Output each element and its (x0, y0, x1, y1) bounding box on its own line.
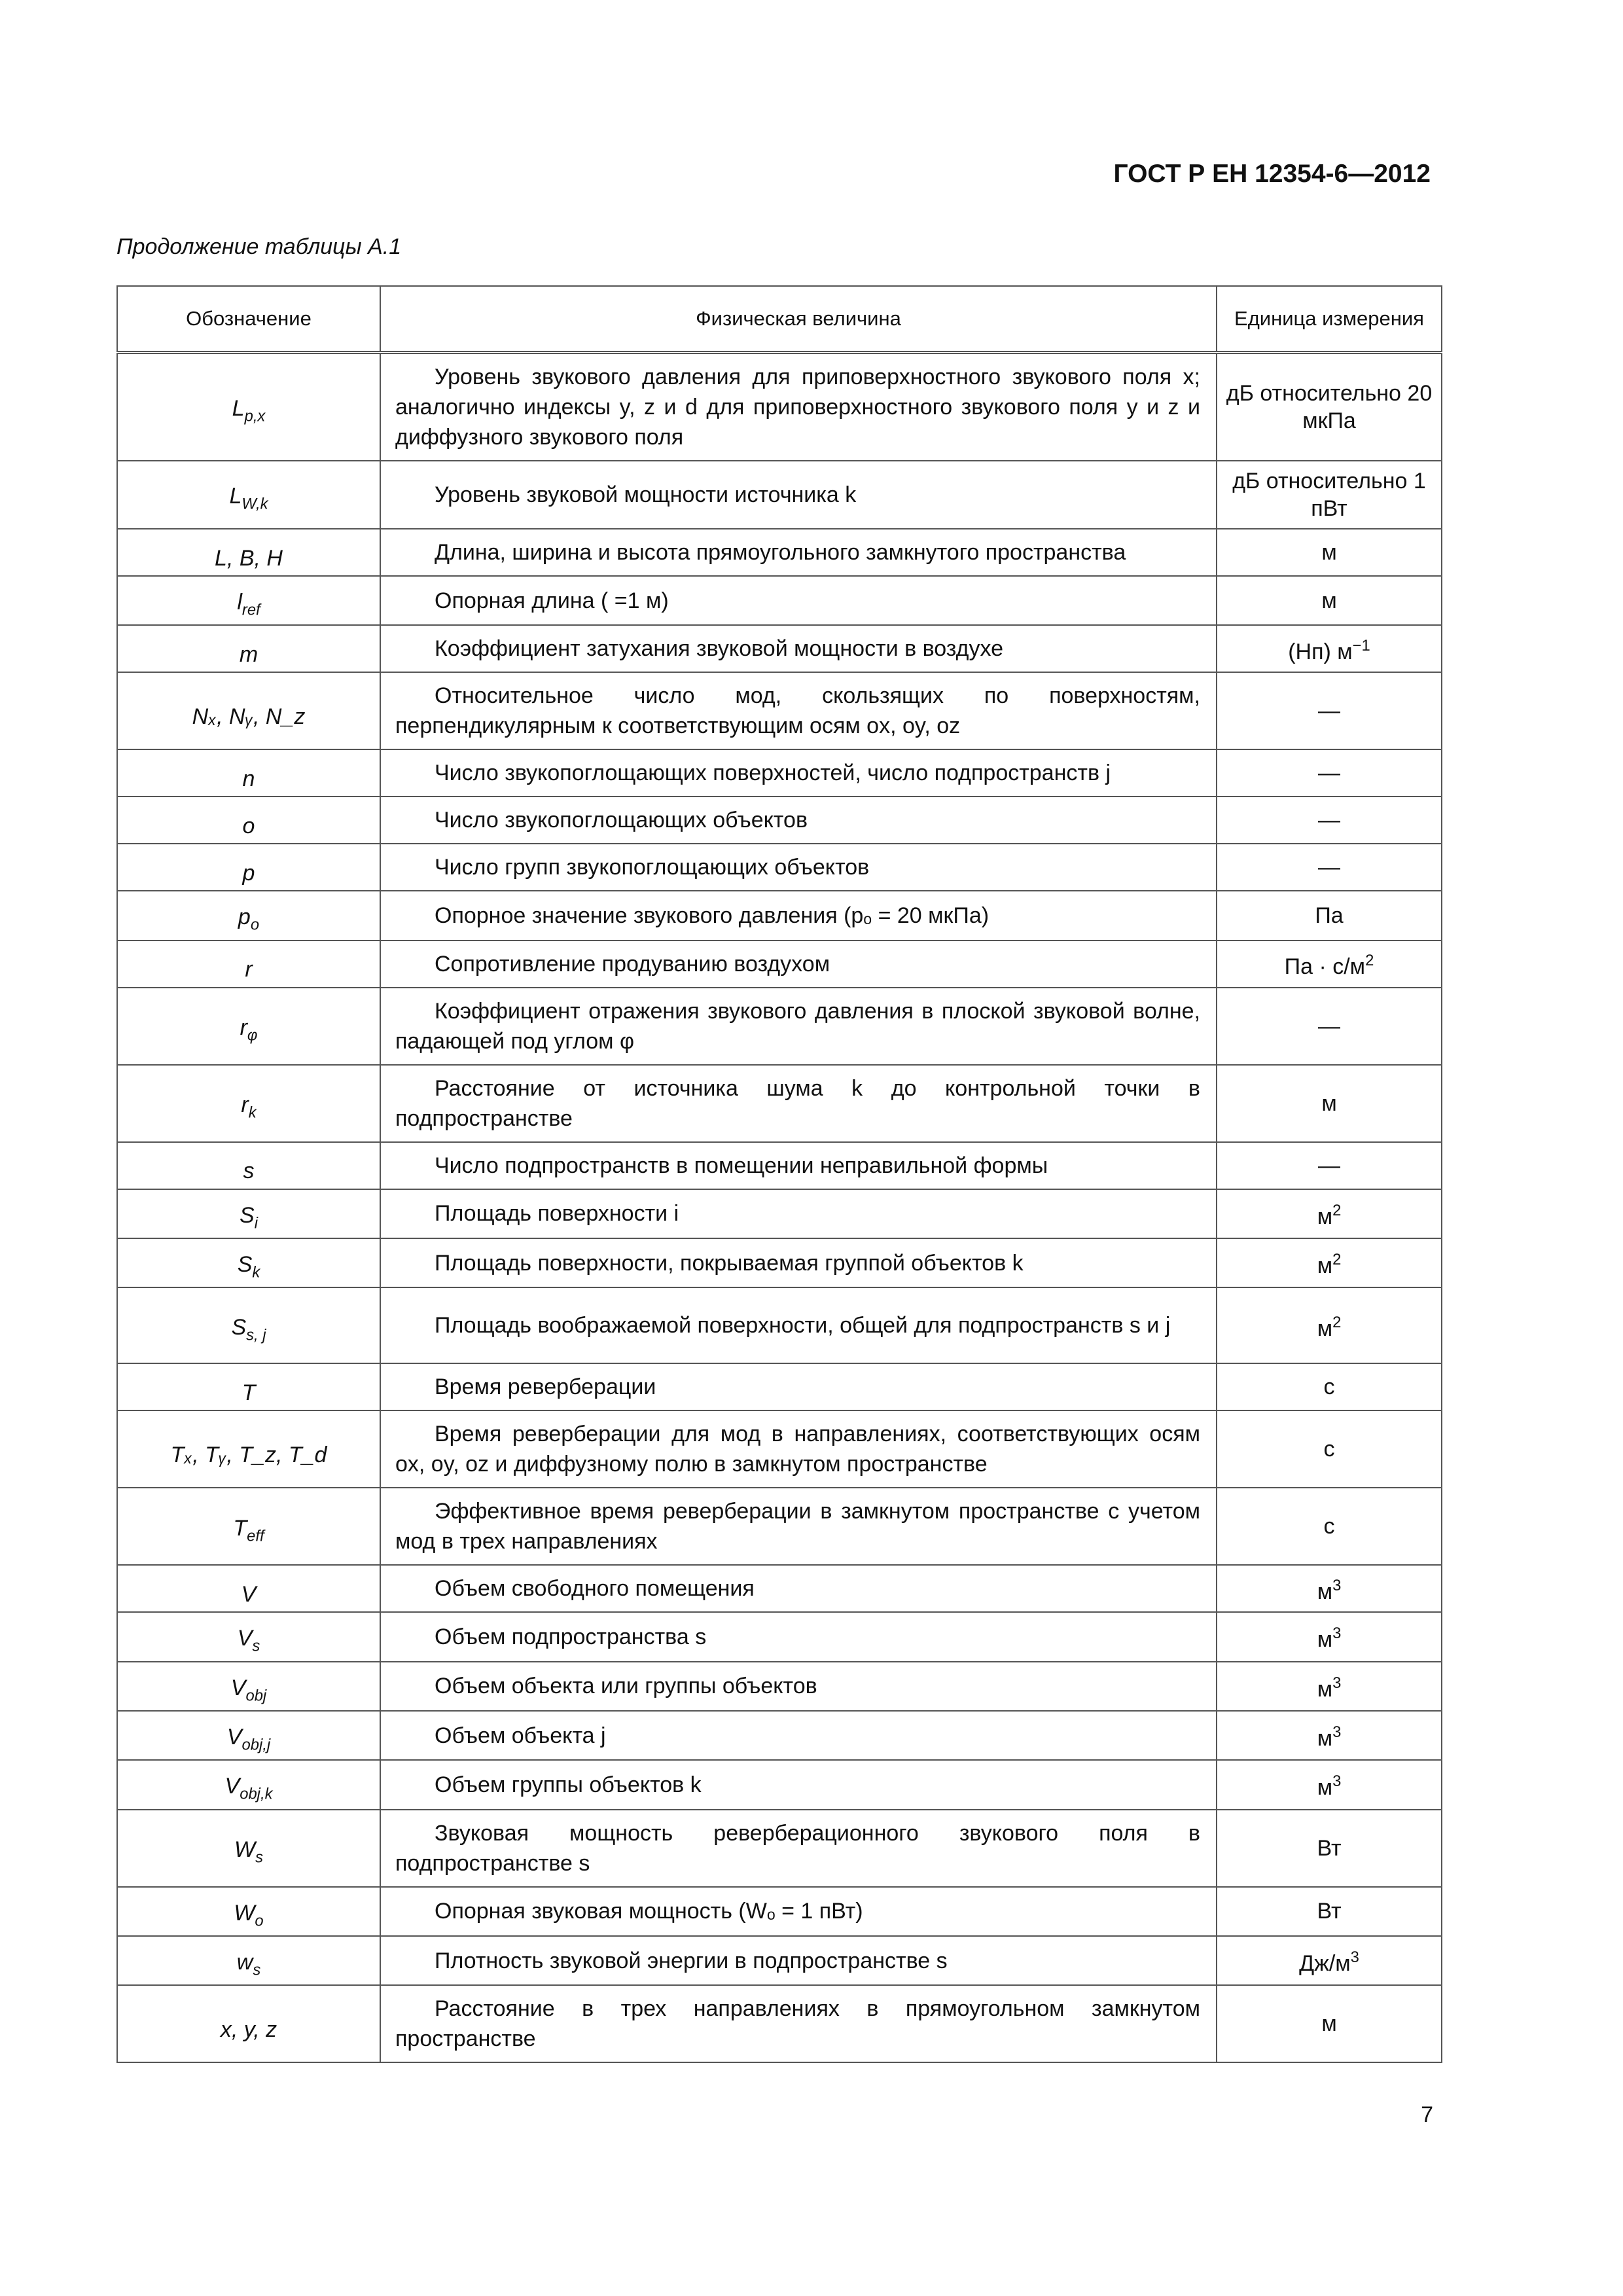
table-row (117, 1760, 1442, 1809)
table-row (117, 1410, 1442, 1488)
unit-text: м (1317, 1676, 1333, 1702)
table-body (117, 353, 1442, 2063)
symbol-text: V (241, 1581, 257, 1607)
quantity-cell (380, 1142, 1217, 1189)
document-id: ГОСТ Р ЕН 12354-6—2012 (1113, 160, 1431, 188)
symbol-subscript: obj,k (240, 1785, 273, 1803)
quantity-cell (380, 353, 1217, 461)
symbol-cell (117, 1410, 380, 1488)
quantity-cell (380, 1711, 1217, 1760)
unit-cell (1217, 1711, 1442, 1760)
unit-superscript: 2 (1365, 952, 1374, 970)
unit-superscript: −1 (1352, 636, 1370, 655)
quantity-cell (380, 1565, 1217, 1612)
unit-cell (1217, 1488, 1442, 1565)
quantity-cell (380, 988, 1217, 1065)
unit-text: Вт (1317, 1835, 1342, 1861)
quantity-text: Число звукопоглощающих поверхностей, число подпространств j (435, 761, 1111, 786)
symbol-cell (117, 1565, 380, 1612)
table-row (117, 672, 1442, 749)
quantity-cell (380, 941, 1217, 988)
symbol-cell (117, 625, 380, 672)
unit-text: м (1317, 1253, 1333, 1279)
unit-cell (1217, 988, 1442, 1065)
quantity-cell (380, 1887, 1217, 1936)
symbol-subscript: k (248, 1103, 257, 1122)
unit-cell (1217, 1985, 1442, 2062)
unit-cell (1217, 797, 1442, 844)
symbol-subscript: s, j (246, 1325, 266, 1344)
table-row (117, 1189, 1442, 1238)
table-row (117, 1711, 1442, 1760)
symbol-cell (117, 1662, 380, 1711)
table-row (117, 1238, 1442, 1287)
table-row (117, 1363, 1442, 1410)
quantity-cell (380, 1662, 1217, 1711)
quantity-cell (380, 529, 1217, 576)
table-row (117, 1662, 1442, 1711)
quantity-text: Площадь поверхности, покрываемая группой объектов k (435, 1250, 1024, 1276)
symbol-subscript: ref (241, 601, 260, 619)
unit-superscript: 3 (1350, 1948, 1359, 1967)
symbol-cell (117, 941, 380, 988)
quantity-text: Время реверберации для мод в направлениях, соответствующих осям ox, oy, oz и диффузному полю в замкнутом пространстве (395, 1422, 1200, 1477)
unit-cell (1217, 1612, 1442, 1661)
unit-text: м (1317, 1775, 1333, 1801)
unit-text: — (1318, 761, 1340, 786)
table-row (117, 1565, 1442, 1612)
symbol-subscript: o (250, 916, 260, 934)
symbol-subscript: o (255, 1911, 264, 1929)
symbol-subscript: obj,j (241, 1736, 271, 1754)
unit-cell (1217, 672, 1442, 749)
symbol-cell (117, 1238, 380, 1287)
symbol-text: r (245, 957, 253, 982)
unit-superscript: 3 (1332, 1723, 1342, 1742)
symbol-text: l (237, 590, 242, 615)
quantity-text: Объем объекта j (435, 1723, 606, 1748)
quantity-text: Коэффициент отражения звукового давления в плоской звуковой волне, падающей под углом φ (395, 998, 1200, 1054)
unit-text: м (1317, 1579, 1333, 1604)
unit-text: Па · с/м (1284, 954, 1366, 980)
symbol-cell (117, 891, 380, 940)
symbol-text: w (236, 1949, 253, 1975)
quantity-cell (380, 576, 1217, 625)
quantity-text: Время реверберации (435, 1374, 656, 1400)
quantity-cell (380, 1612, 1217, 1661)
table-row (117, 529, 1442, 576)
symbol-cell (117, 529, 380, 576)
quantity-text: Сопротивление продуванию воздухом (435, 951, 830, 977)
symbol-text: T (233, 1515, 247, 1541)
table-row (117, 1985, 1442, 2062)
symbol-text: S (231, 1314, 247, 1340)
unit-cell (1217, 1662, 1442, 1711)
quantity-cell (380, 1810, 1217, 1887)
quantity-cell (380, 1363, 1217, 1410)
symbol-text: Tₓ, Tᵧ, T_z, T_d (170, 1442, 327, 1467)
symbol-text: L, B, H (215, 545, 283, 571)
unit-superscript: 3 (1332, 1624, 1342, 1643)
table-row (117, 576, 1442, 625)
symbol-text: r (240, 1014, 247, 1040)
table-row (117, 1287, 1442, 1363)
unit-cell (1217, 1238, 1442, 1287)
symbol-text: m (239, 641, 259, 667)
quantity-cell (380, 1189, 1217, 1238)
symbol-cell (117, 1936, 380, 1985)
unit-superscript: 2 (1332, 1201, 1342, 1219)
symbol-cell (117, 1363, 380, 1410)
unit-text: с (1323, 1374, 1335, 1400)
symbol-text: V (237, 1626, 253, 1651)
symbol-cell (117, 1612, 380, 1661)
quantity-text: Площадь воображаемой поверхности, общей для подпространств s и j (435, 1313, 1171, 1338)
unit-superscript: 3 (1332, 1576, 1342, 1594)
unit-cell (1217, 1142, 1442, 1189)
quantity-text: Плотность звуковой энергии в подпространстве s (435, 1948, 948, 1973)
unit-text: — (1318, 698, 1340, 724)
symbol-text: r (241, 1092, 249, 1117)
table-row (117, 1887, 1442, 1936)
symbol-text: L (229, 484, 242, 509)
symbol-cell (117, 1711, 380, 1760)
quantity-cell (380, 1936, 1217, 1985)
unit-superscript: 2 (1332, 1251, 1342, 1269)
symbol-text: S (240, 1202, 255, 1228)
symbol-text: x, y, z (220, 2017, 277, 2042)
page-number: 7 (1421, 2102, 1433, 2127)
quantity-text: Число звукопоглощающих объектов (435, 808, 808, 833)
unit-cell (1217, 1065, 1442, 1142)
quantity-cell (380, 844, 1217, 891)
symbol-text: V (224, 1774, 240, 1799)
unit-cell (1217, 749, 1442, 797)
table-row (117, 625, 1442, 672)
quantity-text: Длина, ширина и высота прямоугольного замкнутого пространства (435, 540, 1126, 565)
symbol-cell (117, 1287, 380, 1363)
symbol-cell (117, 988, 380, 1065)
quantity-text: Звуковая мощность реверберационного звукового поля в подпространстве s (395, 1820, 1200, 1876)
table-row (117, 353, 1442, 461)
symbol-text: V (226, 1724, 242, 1749)
symbol-text: o (242, 813, 255, 838)
quantity-cell (380, 749, 1217, 797)
quantity-cell (380, 1488, 1217, 1565)
symbol-cell (117, 1065, 380, 1142)
quantity-text: Расстояние от источника шума k до контрольной точки в подпространстве (395, 1075, 1200, 1131)
quantity-text: Опорная длина ( =1 м) (435, 588, 669, 613)
table-caption: Продолжение таблицы А.1 (116, 234, 402, 259)
unit-cell (1217, 1565, 1442, 1612)
symbol-subscript: φ (247, 1026, 258, 1045)
quantity-cell (380, 797, 1217, 844)
unit-cell (1217, 844, 1442, 891)
unit-cell (1217, 529, 1442, 576)
quantity-cell (380, 1760, 1217, 1809)
unit-text: — (1318, 1013, 1340, 1039)
unit-text: — (1318, 808, 1340, 833)
symbol-subscript: obj (245, 1686, 267, 1704)
quantity-cell (380, 625, 1217, 672)
quantity-cell (380, 1985, 1217, 2062)
column-header-symbol: Обозначение (117, 286, 380, 353)
symbol-subscript: p,x (244, 407, 266, 425)
quantity-text: Коэффициент затухания звуковой мощности в воздухе (435, 636, 1004, 662)
quantity-text: Объем свободного помещения (435, 1576, 755, 1602)
quantity-text: Расстояние в трех направлениях в прямоугольном замкнутом пространстве (395, 1996, 1200, 2052)
table-row (117, 749, 1442, 797)
unit-superscript: 2 (1332, 1313, 1342, 1331)
symbol-cell (117, 1810, 380, 1887)
unit-text: м (1321, 588, 1337, 613)
symbol-cell (117, 1985, 380, 2062)
unit-cell (1217, 461, 1442, 529)
symbol-subscript: s (253, 1961, 261, 1979)
table-row (117, 941, 1442, 988)
symbols-table (116, 285, 1442, 2063)
symbol-cell (117, 1189, 380, 1238)
quantity-cell (380, 1238, 1217, 1287)
unit-cell (1217, 1410, 1442, 1488)
quantity-cell (380, 1287, 1217, 1363)
unit-text: с (1323, 1437, 1335, 1462)
column-header-quantity: Физическая величина (380, 286, 1217, 353)
unit-cell (1217, 353, 1442, 461)
unit-text: м (1317, 1726, 1333, 1751)
table-row (117, 1142, 1442, 1189)
unit-cell (1217, 1287, 1442, 1363)
unit-text: м (1321, 2011, 1337, 2037)
quantity-text: Относительное число мод, скользящих по поверхностям, перпендикулярным к соответствующим осям ox, oy, oz (395, 683, 1200, 739)
unit-text: Вт (1317, 1899, 1342, 1924)
table-header-row (117, 286, 1442, 353)
symbol-cell (117, 1887, 380, 1936)
quantity-text: Число подпространств в помещении неправильной формы (435, 1153, 1048, 1178)
table-row (117, 1936, 1442, 1985)
table-row (117, 1065, 1442, 1142)
unit-text: дБ относительно 1 пВт (1232, 469, 1426, 521)
quantity-text: Объем группы объектов k (435, 1772, 702, 1797)
table-row (117, 1810, 1442, 1887)
symbol-cell (117, 797, 380, 844)
quantity-cell (380, 461, 1217, 529)
symbol-cell (117, 353, 380, 461)
symbol-cell (117, 844, 380, 891)
symbol-text: W (234, 1837, 256, 1862)
unit-text: м (1321, 540, 1337, 565)
table-row (117, 1488, 1442, 1565)
symbol-cell (117, 576, 380, 625)
unit-cell (1217, 941, 1442, 988)
quantity-text: Опорное значение звукового давления (pₒ = 20 мкПа) (435, 903, 990, 928)
quantity-cell (380, 1065, 1217, 1142)
unit-text: м (1321, 1090, 1337, 1116)
quantity-text: Эффективное время реверберации в замкнутом пространстве с учетом мод в трех направлениях (395, 1499, 1200, 1554)
quantity-cell (380, 672, 1217, 749)
unit-text: м (1317, 1316, 1333, 1341)
symbol-subscript: i (254, 1213, 258, 1232)
table-row (117, 461, 1442, 529)
symbol-cell (117, 1760, 380, 1809)
unit-cell (1217, 1363, 1442, 1410)
unit-text: м (1317, 1204, 1333, 1229)
quantity-text: Уровень звуковой мощности источника k (435, 482, 857, 507)
unit-cell (1217, 1810, 1442, 1887)
quantity-text: Уровень звукового давления для приповерхностного звукового поля x; аналогично индексы y, z и d для приповерхностного звукового поля y и z и диффузного звукового поля (395, 365, 1200, 450)
symbol-cell (117, 1488, 380, 1565)
quantity-text: Объем объекта или группы объектов (435, 1674, 817, 1699)
unit-cell (1217, 1887, 1442, 1936)
unit-cell (1217, 1760, 1442, 1809)
unit-cell (1217, 625, 1442, 672)
symbol-subscript: eff (247, 1526, 264, 1545)
unit-text: Па (1315, 903, 1344, 928)
symbol-subscript: s (252, 1637, 260, 1655)
quantity-text: Опорная звуковая мощность (Wₒ = 1 пВт) (435, 1899, 863, 1924)
symbol-cell (117, 749, 380, 797)
unit-cell (1217, 576, 1442, 625)
symbol-subscript: W,k (241, 495, 268, 513)
unit-text: с (1323, 1514, 1335, 1539)
unit-text: м (1317, 1627, 1333, 1653)
symbol-text: Nₓ, Nᵧ, N_z (192, 704, 306, 729)
table-row (117, 891, 1442, 940)
symbol-text: n (242, 766, 255, 791)
quantity-text: Площадь поверхности i (435, 1201, 679, 1227)
table-row (117, 1612, 1442, 1661)
symbol-text: S (237, 1251, 253, 1277)
table-row (117, 988, 1442, 1065)
unit-cell (1217, 1189, 1442, 1238)
symbol-text: s (243, 1158, 255, 1184)
symbol-text: V (230, 1675, 246, 1700)
table-row (117, 844, 1442, 891)
quantity-text: Объем подпространства s (435, 1624, 707, 1649)
symbol-subscript: k (252, 1263, 260, 1282)
symbol-cell (117, 672, 380, 749)
column-header-unit: Единица измерения (1217, 286, 1442, 353)
unit-text: Дж/м (1299, 1951, 1351, 1977)
quantity-text: Число групп звукопоглощающих объектов (435, 855, 870, 880)
unit-cell (1217, 1936, 1442, 1985)
unit-superscript: 3 (1332, 1674, 1342, 1692)
quantity-cell (380, 891, 1217, 940)
unit-text: (Нп) м (1288, 639, 1353, 664)
symbol-cell (117, 1142, 380, 1189)
unit-text: — (1318, 1153, 1340, 1178)
unit-superscript: 3 (1332, 1772, 1342, 1791)
symbol-text: p (238, 905, 251, 930)
symbol-text: p (242, 860, 255, 886)
symbol-text: L (232, 396, 245, 422)
unit-text: — (1318, 855, 1340, 880)
symbol-cell (117, 461, 380, 529)
unit-text: дБ относительно 20 мкПа (1226, 381, 1433, 433)
quantity-cell (380, 1410, 1217, 1488)
table-row (117, 797, 1442, 844)
unit-cell (1217, 891, 1442, 940)
symbol-text: T (241, 1380, 256, 1405)
symbol-subscript: s (255, 1848, 263, 1867)
symbol-text: W (234, 1900, 255, 1926)
